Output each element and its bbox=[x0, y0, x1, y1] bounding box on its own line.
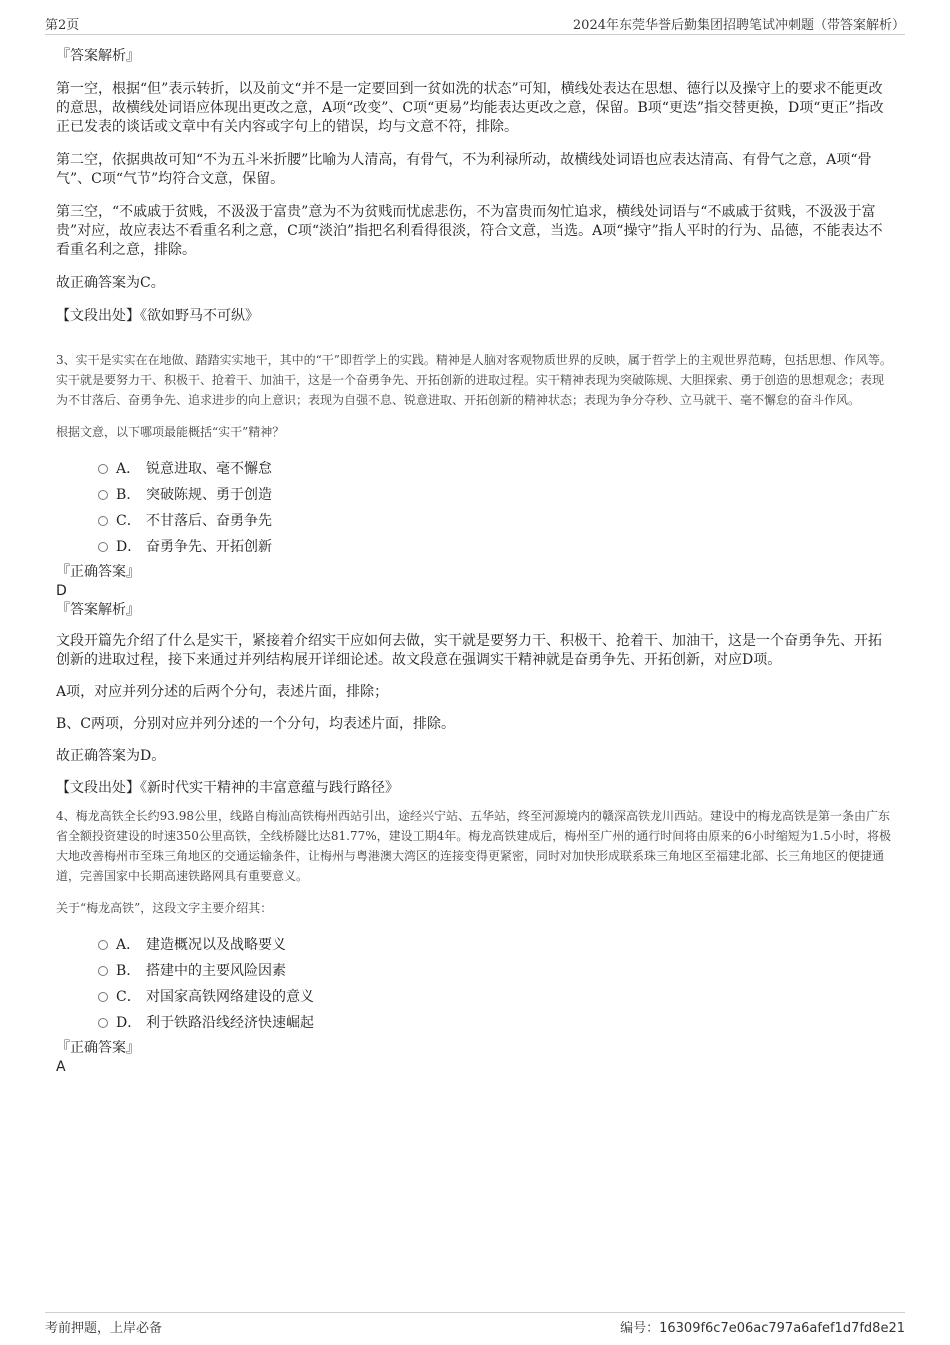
answer-analysis-label: 『答案解析』 bbox=[56, 602, 140, 618]
option-text: 奋勇争先、开拓创新 bbox=[146, 539, 272, 555]
correct-answer-value: A bbox=[56, 1059, 66, 1075]
option-a[interactable] bbox=[56, 932, 894, 958]
page-header bbox=[45, 12, 905, 35]
option-b[interactable] bbox=[56, 958, 894, 984]
radio-button-icon[interactable] bbox=[98, 490, 108, 500]
question-3-stem: 3、实干是实实在在地做、踏踏实实地干，其中的“干”即哲学上的实践。精神是人脑对客观物质世界的反映，属于哲学上的主观世界范畴，包括思想、作风等。实干就是要努力干、积极干、抢着干、加油干，这是一个奋勇争先、开拓创新的进取过程。实干精神表现为突破陈规、大胆探索、勇于创造的思想观念；表现为不甘落后、奋勇争先、追求进步的向上意识；表现为自强不息、锐意进取、开拓创新的精神状态；表现为争分夺秒、立马就干、毫不懈怠的奋斗作风。 bbox=[56, 353, 892, 407]
question-4-prompt: 关于“梅龙高铁”，这段文字主要介绍其： bbox=[56, 901, 273, 915]
option-letter: D． bbox=[116, 539, 142, 555]
option-letter: A． bbox=[116, 461, 141, 477]
radio-button-icon[interactable] bbox=[98, 1018, 108, 1028]
question-3-options bbox=[56, 456, 894, 560]
option-text: 突破陈规、勇于创造 bbox=[146, 487, 272, 503]
radio-button-icon[interactable] bbox=[98, 516, 108, 526]
option-d[interactable] bbox=[56, 534, 894, 560]
analysis-paragraph: 第一空，根据“但”表示转折，以及前文“并不是一定要回到一贫如洗的状态”可知，横线处表达在思想、德行以及操守上的要求不能更改的意思，故横线处词语应体现出更改之意，A项“改变”、C项“更易”均能表达更改之意，保留。B项“更迭”指交替更换，D项“更正”指改正已发表的谈话或文章中有关内容或字句上的错误，均与文意不符，排除。 bbox=[56, 81, 884, 135]
option-c[interactable] bbox=[56, 984, 894, 1010]
question-4-stem: 4、梅龙高铁全长约93.98公里，线路自梅汕高铁梅州西站引出，途经兴宁站、五华站，终至河源境内的赣深高铁龙川西站。建设中的梅龙高铁是第一条由广东省全额投资建设的时速350公里高铁，全线桥隧比达81.77%，建设工期4年。梅龙高铁建成后，梅州至广州的通行时间将由原来的6小时缩短为1.5小时，将极大地改善梅州市至珠三角地区的交通运输条件，让梅州与粤港澳大湾区的连接变得更紧密，同时对加快形成联系珠三角地区至福建北部、长三角地区的便捷通道，完善国家中长期高速铁路网具有重要意义。 bbox=[56, 809, 892, 883]
answer-analysis-label: 『答案解析』 bbox=[56, 48, 140, 64]
option-letter: D． bbox=[116, 1015, 142, 1031]
analysis-paragraph: B、C两项，分别对应并列分述的一个分句，均表述片面，排除。 bbox=[56, 716, 455, 732]
analysis-conclusion: 故正确答案为D。 bbox=[56, 748, 166, 764]
option-text: 搭建中的主要风险因素 bbox=[146, 963, 286, 979]
analysis-paragraph: 第二空，依据典故可知“不为五斗米折腰”比喻为人清高，有骨气，不为利禄所动，故横线处词语也应表达清高、有骨气之意，A项“骨气”、C项“气节”均符合文意，保留。 bbox=[56, 152, 872, 187]
question-4-options bbox=[56, 932, 894, 1036]
option-text: 利于铁路沿线经济快速崛起 bbox=[146, 1015, 314, 1031]
radio-button-icon[interactable] bbox=[98, 966, 108, 976]
analysis-paragraph: A项，对应并列分述的后两个分句，表述片面，排除； bbox=[56, 684, 389, 700]
option-text: 对国家高铁网络建设的意义 bbox=[146, 989, 314, 1005]
option-letter: B. bbox=[116, 487, 131, 503]
radio-button-icon[interactable] bbox=[98, 940, 108, 950]
option-d[interactable] bbox=[56, 1010, 894, 1036]
radio-button-icon[interactable] bbox=[98, 542, 108, 552]
option-letter: B. bbox=[116, 963, 131, 979]
page-number: 第2页 bbox=[45, 18, 80, 33]
option-text: 建造概况以及战略要义 bbox=[146, 937, 286, 953]
option-c[interactable] bbox=[56, 508, 894, 534]
radio-button-icon[interactable] bbox=[98, 992, 108, 1002]
option-letter: C． bbox=[116, 513, 141, 529]
source-citation: 【文段出处】《欲如野马不可纵》 bbox=[56, 308, 259, 324]
radio-button-icon[interactable] bbox=[98, 464, 108, 474]
document-title: 2024年东莞华誉后勤集团招聘笔试冲刺题（带答案解析） bbox=[572, 18, 905, 33]
correct-answer-value: D bbox=[56, 583, 67, 599]
correct-answer-label: 『正确答案』 bbox=[56, 1040, 140, 1056]
analysis-paragraph: 文段开篇先介绍了什么是实干，紧接着介绍实干应如何去做，实干就是要努力干、积极干、抢着干、加油干，这是一个奋勇争先、开拓创新的进取过程，接下来通过并列结构展开详细论述。故文段意在强调实干精神就是奋勇争先、开拓创新，对应D项。 bbox=[56, 633, 882, 668]
document-code: 编号：16309f6c7e06ac797a6afef1d7fd8e21 bbox=[620, 1321, 905, 1336]
source-citation: 【文段出处】《新时代实干精神的丰富意蕴与践行路径》 bbox=[56, 780, 399, 796]
footer-slogan: 考前押题，上岸必备 bbox=[45, 1321, 163, 1336]
option-text: 锐意进取、毫不懈怠 bbox=[146, 461, 272, 477]
option-letter: C． bbox=[116, 989, 141, 1005]
correct-answer-label: 『正确答案』 bbox=[56, 564, 140, 580]
page-footer bbox=[45, 1312, 905, 1335]
question-3-prompt: 根据文意，以下哪项最能概括“实干”精神？ bbox=[56, 425, 285, 439]
document-content bbox=[56, 46, 894, 1076]
option-b[interactable] bbox=[56, 482, 894, 508]
analysis-conclusion: 故正确答案为C。 bbox=[56, 275, 165, 291]
option-a[interactable] bbox=[56, 456, 894, 482]
option-letter: A． bbox=[116, 937, 141, 953]
analysis-paragraph: 第三空，“不戚戚于贫贱，不汲汲于富贵”意为不为贫贱而忧虑悲伤，不为富贵而匆忙追求，横线处词语与“不戚戚于贫贱，不汲汲于富贵”对应，故应表达不看重名利之意，C项“淡泊”指把名利看得很淡，符合文意，当选。A项“操守”指人平时的行为、品德，不能表达不看重名利之意，排除。 bbox=[56, 204, 883, 258]
option-text: 不甘落后、奋勇争先 bbox=[146, 513, 272, 529]
